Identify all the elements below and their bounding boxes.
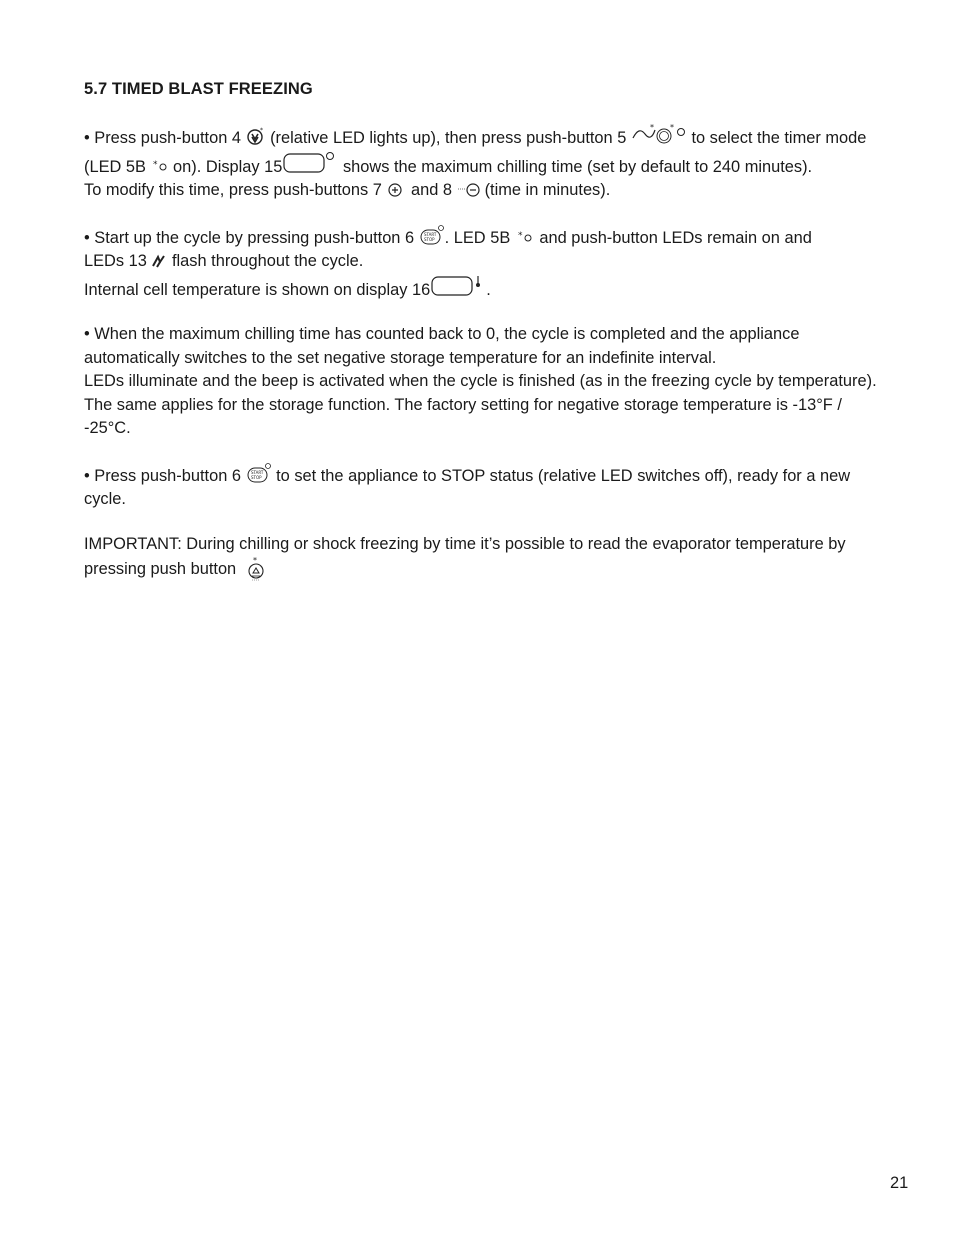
section-title: 5.7 TIMED BLAST FREEZING xyxy=(84,80,313,98)
text: and push-button LEDs remain on and xyxy=(534,228,812,247)
line xyxy=(84,151,932,180)
paragraph-cycle-complete xyxy=(84,323,932,441)
line: • When the maximum chilling time has counted back to 0, the cycle is completed and the appliance xyxy=(84,325,800,343)
svg-text:*: * xyxy=(252,556,257,565)
blast-freeze-icon xyxy=(246,126,266,146)
text: to select the timer mode xyxy=(686,129,867,147)
minus-icon xyxy=(457,182,485,198)
display-window-icon xyxy=(430,274,486,298)
line xyxy=(84,224,932,251)
line: automatically switches to the set negative storage temperature for an indefinite interval. xyxy=(84,348,717,367)
line: -25°C. xyxy=(84,419,131,437)
line: IMPORTANT: During chilling or shock freezing by time it’s possible to read the evaporator temperature by xyxy=(84,534,846,553)
svg-text:*: * xyxy=(152,159,157,170)
text: pressing push button xyxy=(84,560,241,578)
text: (time in minutes). xyxy=(484,181,611,199)
svg-text:STOP: STOP xyxy=(423,236,435,242)
text: LEDs 13 xyxy=(84,252,152,270)
paragraph-important-note xyxy=(84,533,932,583)
text: . xyxy=(486,280,491,299)
svg-text:*: * xyxy=(649,123,654,132)
text: shows the maximum chilling time (set by default to 240 minutes). xyxy=(338,157,813,176)
svg-text:START: START xyxy=(250,469,263,475)
paragraph-stop-status xyxy=(84,462,932,512)
text: to set the appliance to STOP status (relative LED switches off), ready for a new xyxy=(271,466,851,485)
line xyxy=(84,462,932,489)
line xyxy=(84,250,932,274)
text: • Press push-button 6 xyxy=(84,466,246,485)
blast-freeze-led-icon xyxy=(151,253,167,269)
svg-text:*: * xyxy=(517,230,523,241)
text: To modify this time, press push-buttons 7 xyxy=(84,181,387,199)
text: flash throughout the cycle. xyxy=(167,252,364,270)
start-stop-icon xyxy=(246,462,272,484)
text: • Start up the cycle by pressing push-button 6 xyxy=(84,228,419,247)
paragraph-start-cycle xyxy=(84,224,932,303)
line xyxy=(84,556,932,582)
text: • Press push-button 4 xyxy=(84,129,246,147)
plus-icon xyxy=(386,182,406,198)
line xyxy=(84,274,932,303)
evaporator-icon xyxy=(241,556,271,582)
line: cycle. xyxy=(84,490,126,508)
display-window-icon xyxy=(282,151,338,175)
line xyxy=(84,179,932,203)
line: The same applies for the storage function. The factory setting for negative storage temperature is -13°F / xyxy=(84,395,842,414)
svg-text:START: START xyxy=(423,231,436,237)
text: and 8 xyxy=(406,181,457,199)
svg-text:*: * xyxy=(669,123,674,132)
text: Internal cell temperature is shown on display 16 xyxy=(84,280,431,299)
document-page xyxy=(84,80,932,603)
text: on). Display 15 xyxy=(168,157,283,176)
svg-text:STOP: STOP xyxy=(250,474,262,480)
svg-text:*: * xyxy=(259,127,263,134)
snowflake-timer-icon xyxy=(515,230,535,246)
line: LEDs illuminate and the beep is activated when the cycle is finished (as in the freezing cycle by temperature). xyxy=(84,372,877,390)
snowflake-timer-icon xyxy=(151,159,169,175)
text: (relative LED lights up), then press push-button 5 xyxy=(265,129,631,147)
line xyxy=(84,122,932,151)
text: (LED 5B xyxy=(84,157,151,176)
timer-mode-icon xyxy=(631,122,687,146)
paragraph-timer-setup xyxy=(84,122,932,203)
start-stop-icon xyxy=(419,224,445,246)
text: . LED 5B xyxy=(444,228,515,247)
page-number: 21 xyxy=(890,1174,909,1192)
